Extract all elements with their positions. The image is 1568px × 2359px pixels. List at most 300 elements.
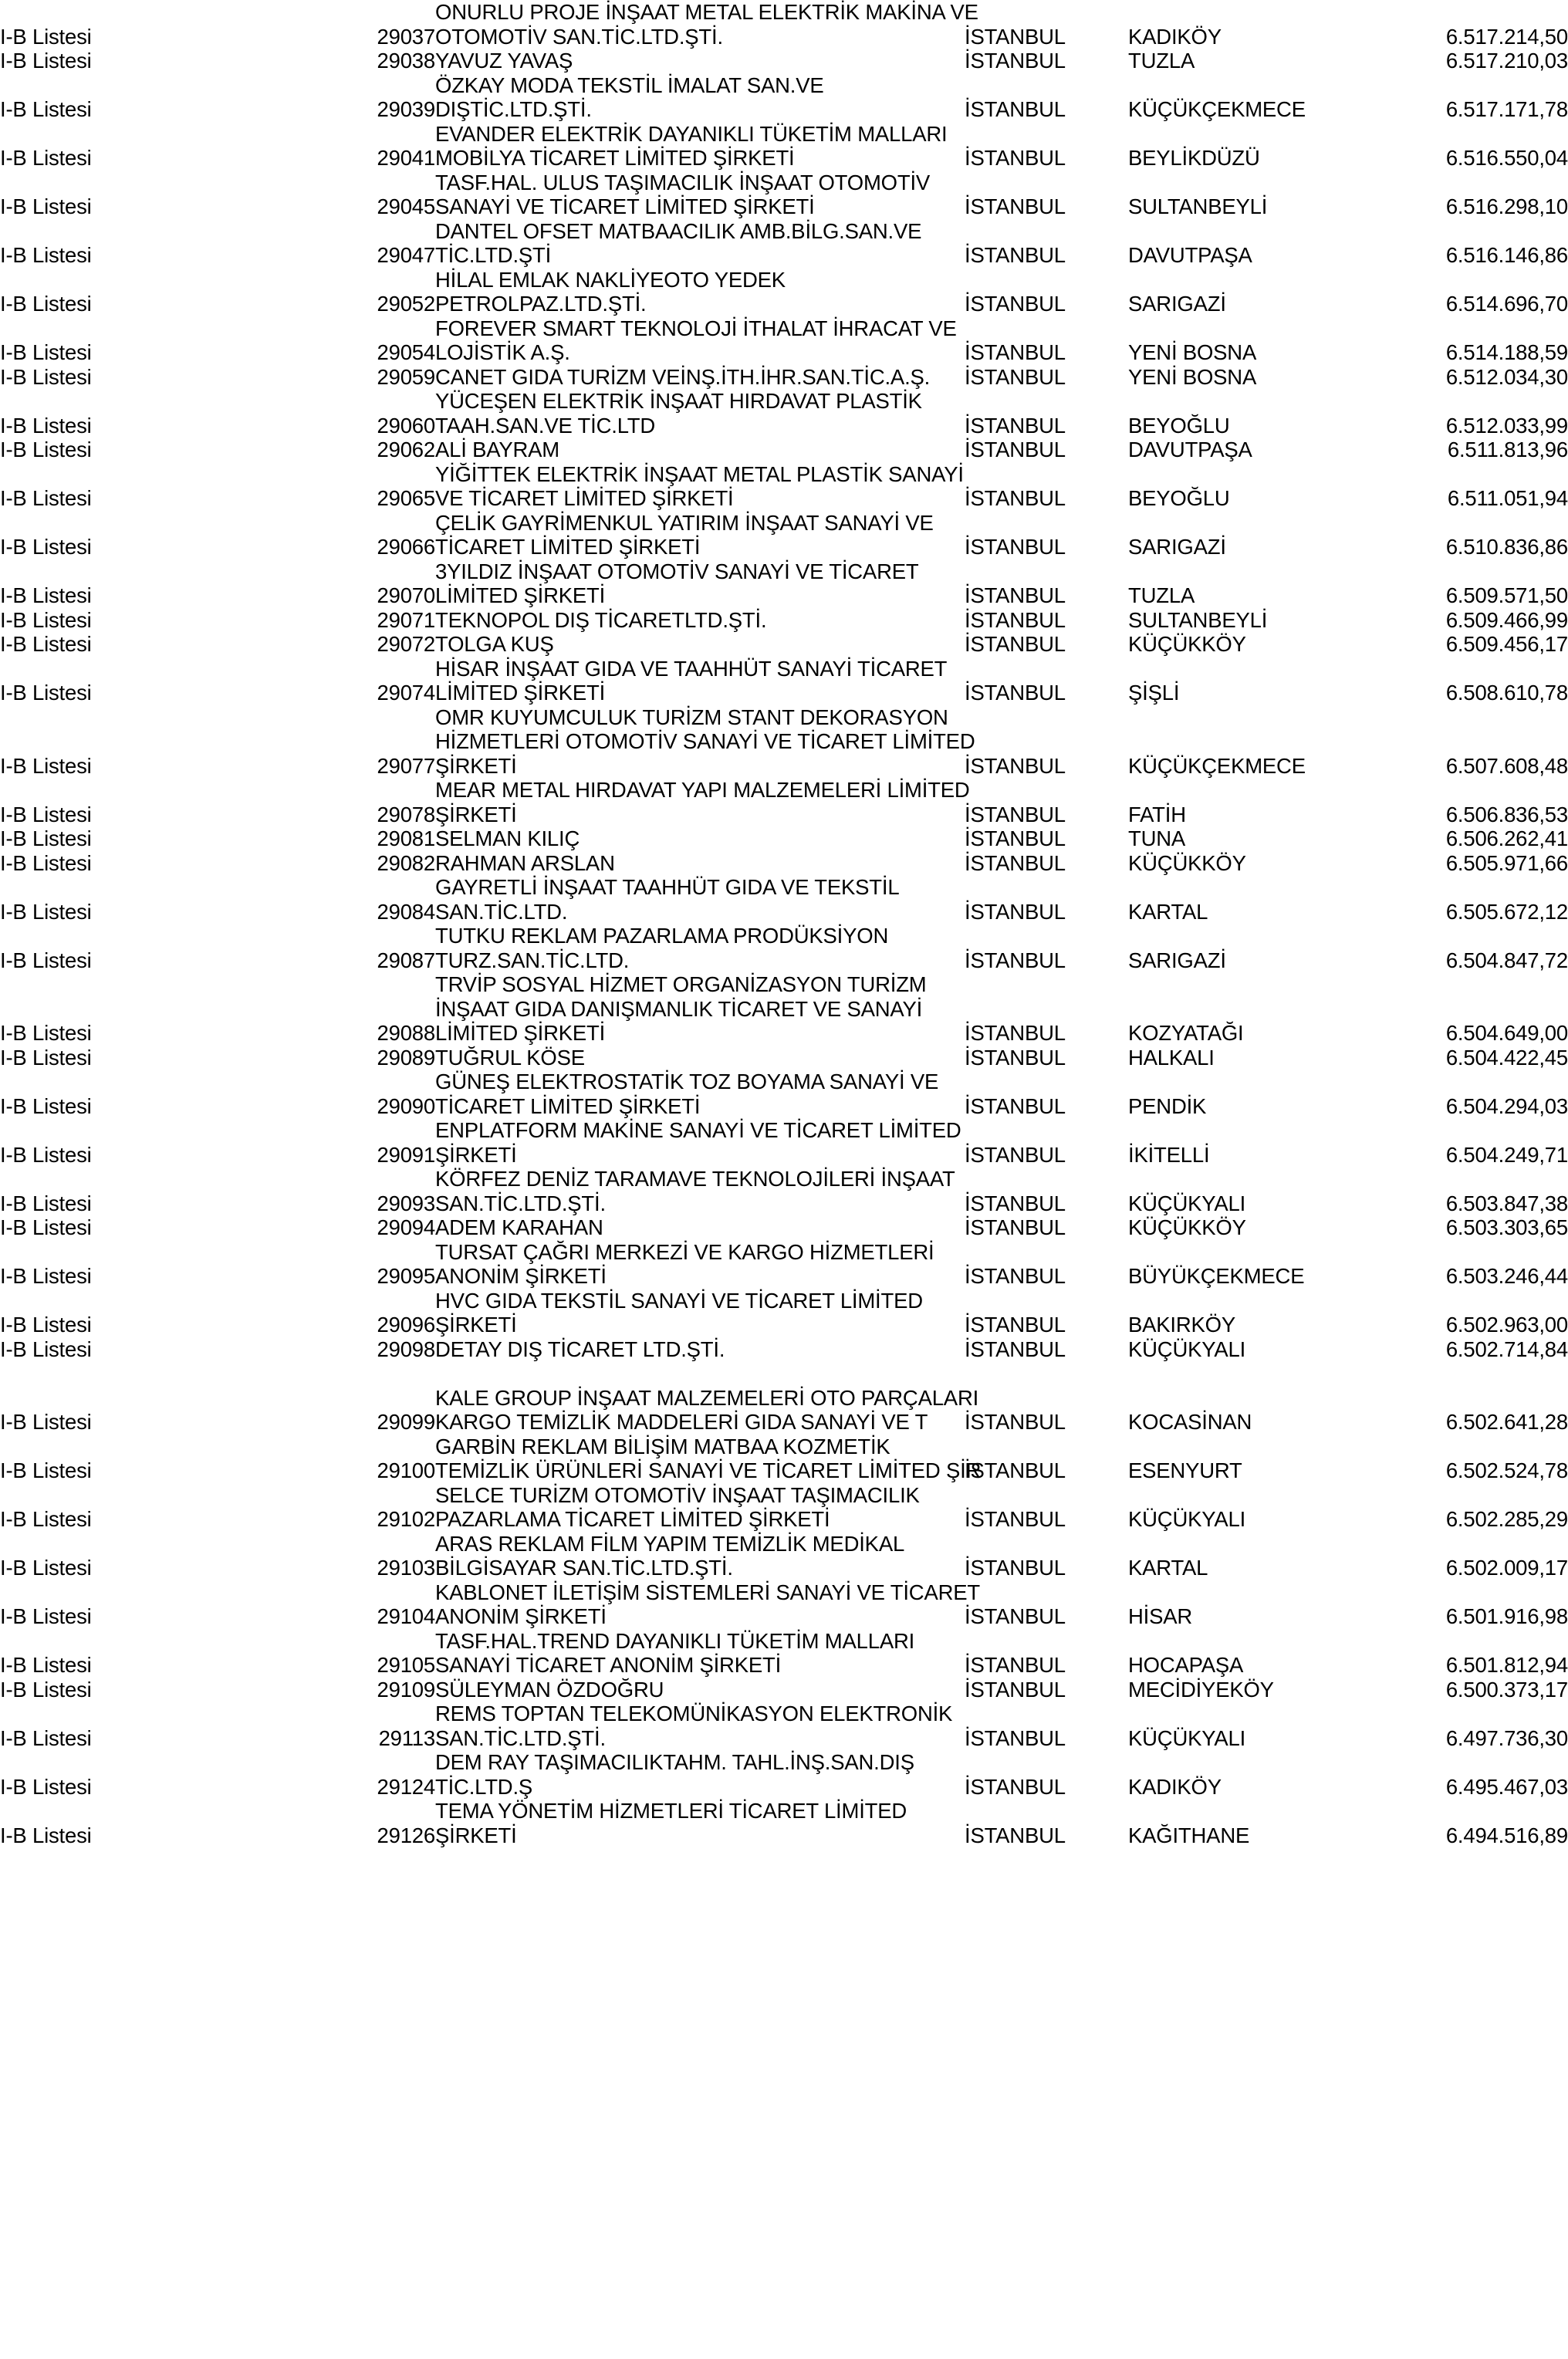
cell-province: İSTANBUL [965,24,1066,49]
cell-sequence-number: 29088 [377,1021,435,1045]
cell-amount: 6.505.971,66 [1445,850,1568,875]
cell-province: İSTANBUL [965,438,1066,461]
cell-list-type: I-B Listesi [0,583,92,607]
cell-amount: 6.504.649,00 [1445,1021,1568,1045]
cell-sequence-number: 29052 [377,292,435,316]
company-name-continuation-line: ÖZKAY MODA TEKSTİL İMALAT SAN.VE [435,73,824,97]
cell-sequence-number: 29104 [377,1604,435,1628]
table-row [0,778,1568,826]
cell-amount: 6.509.571,50 [1445,583,1568,607]
cell-province: İSTANBUL [965,1556,1066,1580]
cell-amount: 6.504.422,45 [1445,1045,1568,1070]
cell-list-type: I-B Listesi [0,1410,92,1434]
cell-province: İSTANBUL [965,1093,1066,1118]
cell-amount: 6.516.550,04 [1445,146,1568,170]
cell-amount: 6.503.847,38 [1445,1191,1568,1215]
cell-sequence-number: 29126 [377,1823,435,1847]
company-name-continuation-line: YÜCEŞEN ELEKTRİK İNŞAAT HIRDAVAT PLASTİK [435,389,922,413]
cell-sequence-number: 29054 [377,340,435,364]
cell-sequence-number: 29039 [377,97,435,121]
cell-sequence-number: 29096 [377,1313,435,1337]
cell-province: İSTANBUL [965,413,1066,438]
cell-sequence-number: 29124 [377,1774,435,1799]
cell-list-type: I-B Listesi [0,1191,92,1215]
cell-province: İSTANBUL [965,1337,1066,1361]
cell-sequence-number: 29100 [377,1458,435,1482]
cell-sequence-number: 29070 [377,583,435,607]
cell-sequence-number: 29099 [377,1410,435,1434]
cell-list-type: I-B Listesi [0,1458,92,1482]
cell-company-name [435,1532,965,1580]
company-name-continuation-line: HVC GIDA TEKSTİL SANAYİ VE TİCARET LİMİTED [435,1288,923,1313]
company-name-line: SÜLEYMAN ÖZDOĞRU [435,1677,664,1702]
cell-sequence-number: 29082 [377,850,435,875]
cell-list-type: I-B Listesi [0,146,92,170]
cell-amount: 6.504.294,03 [1445,1093,1568,1118]
cell-list-type: I-B Listesi [0,1215,92,1239]
cell-district: KÜÇÜKYALI [1128,1191,1246,1215]
cell-list-type: I-B Listesi [0,438,92,461]
company-name-line: LOJİSTİK A.Ş. [435,340,570,364]
cell-province: İSTANBUL [965,1191,1066,1215]
cell-province: İSTANBUL [965,1677,1066,1702]
cell-amount: 6.514.188,59 [1445,340,1568,364]
cell-district: SARIGAZİ [1128,292,1226,316]
company-name-line: ŞİRKETİ [435,1142,517,1167]
cell-list-type: I-B Listesi [0,1313,92,1337]
table-row [0,0,1568,49]
company-name-continuation-line: ONURLU PROJE İNŞAAT METAL ELEKTRİK MAKİNA VE [435,0,978,24]
company-name-continuation-line: HİLAL EMLAK NAKLİYEOTO YEDEK [435,267,786,292]
cell-sequence-number: 29095 [377,1264,435,1288]
cell-amount: 6.500.373,17 [1445,1677,1568,1702]
table-row [0,1215,1568,1240]
cell-district: YENİ BOSNA [1128,340,1257,364]
cell-sequence-number: 29065 [377,486,435,510]
cell-company-name [435,1046,965,1070]
cell-amount: 6.517.171,78 [1445,97,1568,121]
cell-company-name [435,632,965,657]
cell-company-name [435,171,965,219]
cell-province: İSTANBUL [965,194,1066,218]
company-name-line: SANAYİ VE TİCARET LİMİTED ŞİRKETİ [435,194,815,218]
table-row [0,49,1568,73]
table-row [0,511,1568,559]
cell-amount: 6.501.916,98 [1445,1604,1568,1628]
cell-company-name [435,268,965,316]
cell-district: KADIKÖY [1128,24,1222,49]
table-row [0,657,1568,705]
cell-district: KOZYATAĞI [1128,1021,1244,1045]
company-name-line: RAHMAN ARSLAN [435,850,615,875]
cell-amount: 6.503.303,65 [1445,1215,1568,1239]
cell-amount: 6.516.146,86 [1445,243,1568,267]
company-name-continuation-line: EVANDER ELEKTRİK DAYANIKLI TÜKETİM MALLARI [435,121,948,146]
cell-amount: 6.502.714,84 [1445,1337,1568,1361]
cell-sequence-number: 29037 [377,24,435,49]
cell-list-type: I-B Listesi [0,802,92,826]
cell-list-type: I-B Listesi [0,1142,92,1167]
cell-province: İSTANBUL [965,583,1066,607]
table-row [0,851,1568,876]
cell-province: İSTANBUL [965,1458,1066,1482]
company-name-line: TUĞRUL KÖSE [435,1045,585,1070]
company-name-continuation-line: KABLONET İLETİŞİM SİSTEMLERİ SANAYİ VE TİCARET [435,1580,980,1604]
company-name-line: LİMİTED ŞİRKETİ [435,583,606,607]
company-name-line: LİMİTED ŞİRKETİ [435,681,606,705]
cell-company-name [435,1629,965,1678]
cell-company-name [435,972,965,1046]
cell-province: İSTANBUL [965,850,1066,875]
cell-list-type: I-B Listesi [0,1021,92,1045]
cell-district: TUZLA [1128,583,1195,607]
cell-company-name [435,1361,979,1435]
table-row [0,462,1568,511]
cell-amount: 6.506.262,41 [1445,826,1568,850]
cell-district: HOCAPAŞA [1128,1653,1244,1677]
cell-province: İSTANBUL [965,1507,1066,1531]
cell-sequence-number: 29093 [377,1191,435,1215]
cell-company-name [435,1483,965,1532]
cell-province: İSTANBUL [965,899,1066,924]
cell-company-name [435,1167,965,1215]
company-name-line: SANAYİ TİCARET ANONİM ŞİRKETİ [435,1653,782,1677]
cell-province: İSTANBUL [965,632,1066,656]
cell-province: İSTANBUL [965,340,1066,364]
cell-province: İSTANBUL [965,146,1066,170]
cell-amount: 6.502.963,00 [1445,1313,1568,1337]
company-name-line: ADEM KARAHAN [435,1215,603,1239]
cell-sequence-number: 29105 [377,1653,435,1677]
cell-amount: 6.516.298,10 [1445,194,1568,218]
company-name-line: ŞİRKETİ [435,1823,517,1847]
cell-amount: 6.506.836,53 [1445,802,1568,826]
company-name-continuation-line: TEMA YÖNETİM HİZMETLERİ TİCARET LİMİTED [435,1799,907,1823]
cell-province: İSTANBUL [965,364,1066,389]
table-row [0,559,1568,608]
cell-province: İSTANBUL [965,1021,1066,1045]
company-name-line: TOLGA KUŞ [435,632,554,656]
cell-amount: 6.495.467,03 [1445,1774,1568,1799]
cell-district: KÜÇÜKKÖY [1128,850,1246,875]
company-name-continuation-line: ENPLATFORM MAKİNE SANAYİ VE TİCARET LİMİTED [435,1118,961,1142]
cell-company-name [435,438,965,462]
cell-company-name [435,778,970,826]
table-row [0,1289,1568,1337]
cell-list-type: I-B Listesi [0,632,92,656]
cell-district: BEYOĞLU [1128,486,1230,510]
company-name-line: PAZARLAMA TİCARET LİMİTED ŞİRKETİ [435,1507,830,1531]
company-name-line: ŞİRKETİ [435,802,517,826]
cell-province: İSTANBUL [965,1725,1066,1750]
cell-company-name [435,1118,965,1167]
company-name-line: ALİ BAYRAM [435,438,560,461]
cell-list-type: I-B Listesi [0,1774,92,1799]
company-name-line: TURZ.SAN.TİC.LTD. [435,948,630,972]
cell-company-name [435,1580,980,1629]
table-row [0,1337,1568,1362]
cell-amount: 6.509.456,17 [1445,632,1568,656]
cell-amount: 6.517.210,03 [1445,49,1568,73]
company-name-line: ŞİRKETİ [435,753,517,778]
cell-sequence-number: 29060 [377,413,435,438]
cell-list-type: I-B Listesi [0,535,92,559]
cell-list-type: I-B Listesi [0,243,92,267]
table-row [0,1046,1568,1070]
cell-district: KÜÇÜKKÖY [1128,1215,1246,1239]
company-name-line: TEMİZLİK ÜRÜNLERİ SANAYİ VE TİCARET LİMİTED ŞİR [435,1458,982,1482]
cell-sequence-number: 29066 [377,535,435,559]
cell-district: KARTAL [1128,899,1208,924]
cell-district: YENİ BOSNA [1128,364,1257,389]
cell-sequence-number: 29071 [377,607,435,632]
company-name-continuation-line: FOREVER SMART TEKNOLOJİ İTHALAT İHRACAT VE [435,316,957,340]
table-row [0,73,1568,122]
cell-sequence-number: 29103 [377,1556,435,1580]
cell-company-name [435,1070,965,1118]
table-row [0,389,1568,438]
cell-sequence-number: 29098 [377,1337,435,1361]
cell-sequence-number: 29047 [377,243,435,267]
company-name-continuation-line: 3YILDIZ İNŞAAT OTOMOTİV SANAYİ VE TİCARET [435,559,919,583]
cell-list-type: I-B Listesi [0,1507,92,1531]
table-row [0,1580,1568,1629]
cell-province: İSTANBUL [965,753,1066,778]
company-name-line: SAN.TİC.LTD.ŞTİ. [435,1191,606,1215]
company-name-continuation-line: OMR KUYUMCULUK TURİZM STANT DEKORASYON [435,705,948,729]
cell-list-type: I-B Listesi [0,1556,92,1580]
cell-list-type: I-B Listesi [0,49,92,73]
cell-amount: 6.497.736,30 [1445,1725,1568,1750]
cell-district: HALKALI [1128,1045,1215,1070]
cell-province: İSTANBUL [965,802,1066,826]
cell-amount: 6.504.249,71 [1445,1142,1568,1167]
table-row [0,1483,1568,1532]
company-name-line: SELMAN KILIÇ [435,826,580,850]
table-row [0,365,1568,390]
table-row [0,705,1568,779]
cell-amount: 6.501.812,94 [1445,1653,1568,1677]
cell-province: İSTANBUL [965,97,1066,121]
table-row [0,1678,1568,1702]
cell-amount: 6.502.285,29 [1445,1507,1568,1531]
cell-district: KÜÇÜKKÖY [1128,632,1246,656]
table-row [0,632,1568,657]
cell-list-type: I-B Listesi [0,850,92,875]
cell-company-name [435,389,965,438]
table-row [0,1118,1568,1167]
table-row [0,1240,1568,1289]
table-row [0,875,1568,924]
company-name-continuation-line: TUTKU REKLAM PAZARLAMA PRODÜKSİYON [435,924,889,948]
cell-province: İSTANBUL [965,292,1066,316]
table-row [0,219,1568,268]
cell-district: KÜÇÜKYALI [1128,1725,1246,1750]
cell-district: BEYOĞLU [1128,413,1230,438]
company-name-continuation-line: MEAR METAL HIRDAVAT YAPI MALZEMELERİ LİMİTED [435,778,970,802]
cell-sequence-number: 29109 [377,1677,435,1702]
table-row [0,1070,1568,1118]
cell-sequence-number: 29087 [377,948,435,972]
company-name-line: TİC.LTD.ŞTİ [435,243,552,267]
cell-district: SARIGAZİ [1128,535,1226,559]
cell-sequence-number: 29059 [377,364,435,389]
cell-district: KAĞITHANE [1128,1823,1250,1847]
table-row [0,1167,1568,1215]
cell-company-name [435,0,978,49]
cell-district: DAVUTPAŞA [1128,243,1252,267]
table-row [0,972,1568,1046]
cell-amount: 6.504.847,72 [1445,948,1568,972]
cell-district: DAVUTPAŞA [1128,438,1252,461]
cell-company-name [435,73,965,122]
table-row [0,1361,1568,1435]
cell-sequence-number: 29072 [377,632,435,656]
cell-company-name [435,462,965,511]
cell-district: SULTANBEYLİ [1128,194,1268,218]
cell-province: İSTANBUL [965,1313,1066,1337]
cell-district: KÜÇÜKÇEKMECE [1128,97,1306,121]
cell-province: İSTANBUL [965,1653,1066,1677]
company-name-line: YAVUZ YAVAŞ [435,49,573,73]
cell-sequence-number: 29045 [377,194,435,218]
cell-province: İSTANBUL [965,1823,1066,1847]
table-row [0,1532,1568,1580]
company-name-line: DIŞTİC.LTD.ŞTİ. [435,97,592,121]
cell-province: İSTANBUL [965,1045,1066,1070]
cell-list-type: I-B Listesi [0,753,92,778]
cell-list-type: I-B Listesi [0,826,92,850]
cell-list-type: I-B Listesi [0,1264,92,1288]
cell-province: İSTANBUL [965,607,1066,632]
cell-company-name [435,851,965,876]
cell-province: İSTANBUL [965,535,1066,559]
company-name-line: DETAY DIŞ TİCARET LTD.ŞTİ. [435,1337,725,1361]
cell-district: KADIKÖY [1128,1774,1222,1799]
cell-province: İSTANBUL [965,681,1066,705]
cell-sequence-number: 29078 [377,802,435,826]
cell-sequence-number: 29094 [377,1215,435,1239]
cell-province: İSTANBUL [965,1410,1066,1434]
company-name-continuation-line: GARBİN REKLAM BİLİŞİM MATBAA KOZMETİK [435,1434,890,1458]
cell-company-name [435,1289,965,1337]
company-name-continuation-line: GÜNEŞ ELEKTROSTATİK TOZ BOYAMA SANAYİ VE [435,1070,939,1093]
company-name-continuation-line: SELCE TURİZM OTOMOTİV İNŞAAT TAŞIMACILIK [435,1482,920,1507]
cell-company-name [435,826,965,851]
cell-list-type: I-B Listesi [0,364,92,389]
cell-sequence-number: 29102 [377,1507,435,1531]
cell-province: İSTANBUL [965,1215,1066,1239]
cell-amount: 6.508.610,78 [1445,681,1568,705]
cell-company-name [435,1337,965,1362]
company-name-continuation-line: GAYRETLİ İNŞAAT TAAHHÜT GIDA VE TEKSTİL [435,875,900,899]
cell-district: ESENYURT [1128,1458,1242,1482]
company-name-line: MOBİLYA TİCARET LİMİTED ŞİRKETİ [435,146,795,170]
cell-district: TUNA [1128,826,1186,850]
cell-list-type: I-B Listesi [0,413,92,438]
cell-list-type: I-B Listesi [0,340,92,364]
cell-list-type: I-B Listesi [0,681,92,705]
cell-district: SARIGAZİ [1128,948,1226,972]
cell-amount: 6.517.214,50 [1445,24,1568,49]
cell-company-name [435,49,965,73]
company-name-continuation-line [435,1361,965,1386]
company-name-line: ŞİRKETİ [435,1313,517,1337]
cell-sequence-number: 29113 [378,1725,435,1750]
cell-amount: 6.509.466,99 [1445,607,1568,632]
company-name-line: TİC.LTD.Ş [435,1774,533,1799]
cell-list-type: I-B Listesi [0,1823,92,1847]
company-name-continuation-line: REMS TOPTAN TELEKOMÜNİKASYON ELEKTRONİK [435,1702,953,1725]
cell-district: BÜYÜKÇEKMECE [1128,1264,1305,1288]
table-row [0,438,1568,462]
cell-list-type: I-B Listesi [0,1725,92,1750]
cell-sequence-number: 29074 [377,681,435,705]
company-name-line: TAAH.SAN.VE TİC.LTD [435,413,656,438]
cell-district: BEYLİKDÜZÜ [1128,146,1260,170]
cell-amount: 6.502.524,78 [1445,1458,1568,1482]
cell-amount: 6.507.608,48 [1445,753,1568,778]
company-name-continuation-line: HİZMETLERİ OTOMOTİV SANAYİ VE TİCARET LİMİTED [435,729,975,753]
cell-list-type: I-B Listesi [0,1337,92,1361]
cell-amount: 6.502.641,28 [1445,1410,1568,1434]
cell-list-type: I-B Listesi [0,607,92,632]
company-name-continuation-line: HİSAR İNŞAAT GIDA VE TAAHHÜT SANAYİ TİCARET [435,656,948,681]
company-name-continuation-line: DEM RAY TAŞIMACILIKTAHM. TAHL.İNŞ.SAN.DIŞ [435,1750,914,1774]
table-row [0,1799,1568,1847]
cell-province: İSTANBUL [965,1264,1066,1288]
cell-list-type: I-B Listesi [0,97,92,121]
cell-company-name [435,1750,965,1799]
cell-district: ŞİŞLİ [1128,681,1180,705]
cell-company-name [435,122,965,171]
cell-province: İSTANBUL [965,1604,1066,1628]
cell-amount: 6.512.033,99 [1445,413,1568,438]
cell-list-type: I-B Listesi [0,194,92,218]
company-name-line: TİCARET LİMİTED ŞİRKETİ [435,535,701,559]
cell-district: SULTANBEYLİ [1128,607,1268,632]
cell-company-name [435,219,965,268]
cell-list-type: I-B Listesi [0,1093,92,1118]
cell-province: İSTANBUL [965,948,1066,972]
cell-company-name [435,365,965,390]
company-name-continuation-line: TASF.HAL. ULUS TAŞIMACILIK İNŞAAT OTOMOTİV [435,170,931,194]
cell-company-name [435,1215,965,1240]
cell-district: KÜÇÜKYALI [1128,1507,1246,1531]
cell-province: İSTANBUL [965,826,1066,850]
cell-district: KÜÇÜKYALI [1128,1337,1246,1361]
table-row [0,268,1568,316]
cell-amount: 6.511.813,96 [1447,438,1568,461]
cell-company-name [435,1799,965,1847]
cell-sequence-number: 29089 [377,1045,435,1070]
cell-sequence-number: 29090 [377,1093,435,1118]
cell-district: TUZLA [1128,49,1195,73]
cell-sequence-number: 29081 [377,826,435,850]
cell-sequence-number: 29084 [377,899,435,924]
company-name-line: KARGO TEMİZLİK MADDELERİ GIDA SANAYİ VE T [435,1410,928,1434]
table-row [0,608,1568,633]
cell-district: KOCASİNAN [1128,1410,1252,1434]
table-row [0,316,1568,365]
company-name-line: TEKNOPOL DIŞ TİCARETLTD.ŞTİ. [435,607,767,632]
cell-list-type: I-B Listesi [0,1677,92,1702]
cell-company-name [435,1702,965,1750]
company-name-continuation-line: TRVİP SOSYAL HİZMET ORGANİZASYON TURİZM [435,972,927,996]
cell-sequence-number: 29062 [377,438,435,461]
company-name-line: LİMİTED ŞİRKETİ [435,1021,606,1045]
cell-amount: 6.514.696,70 [1445,292,1568,316]
